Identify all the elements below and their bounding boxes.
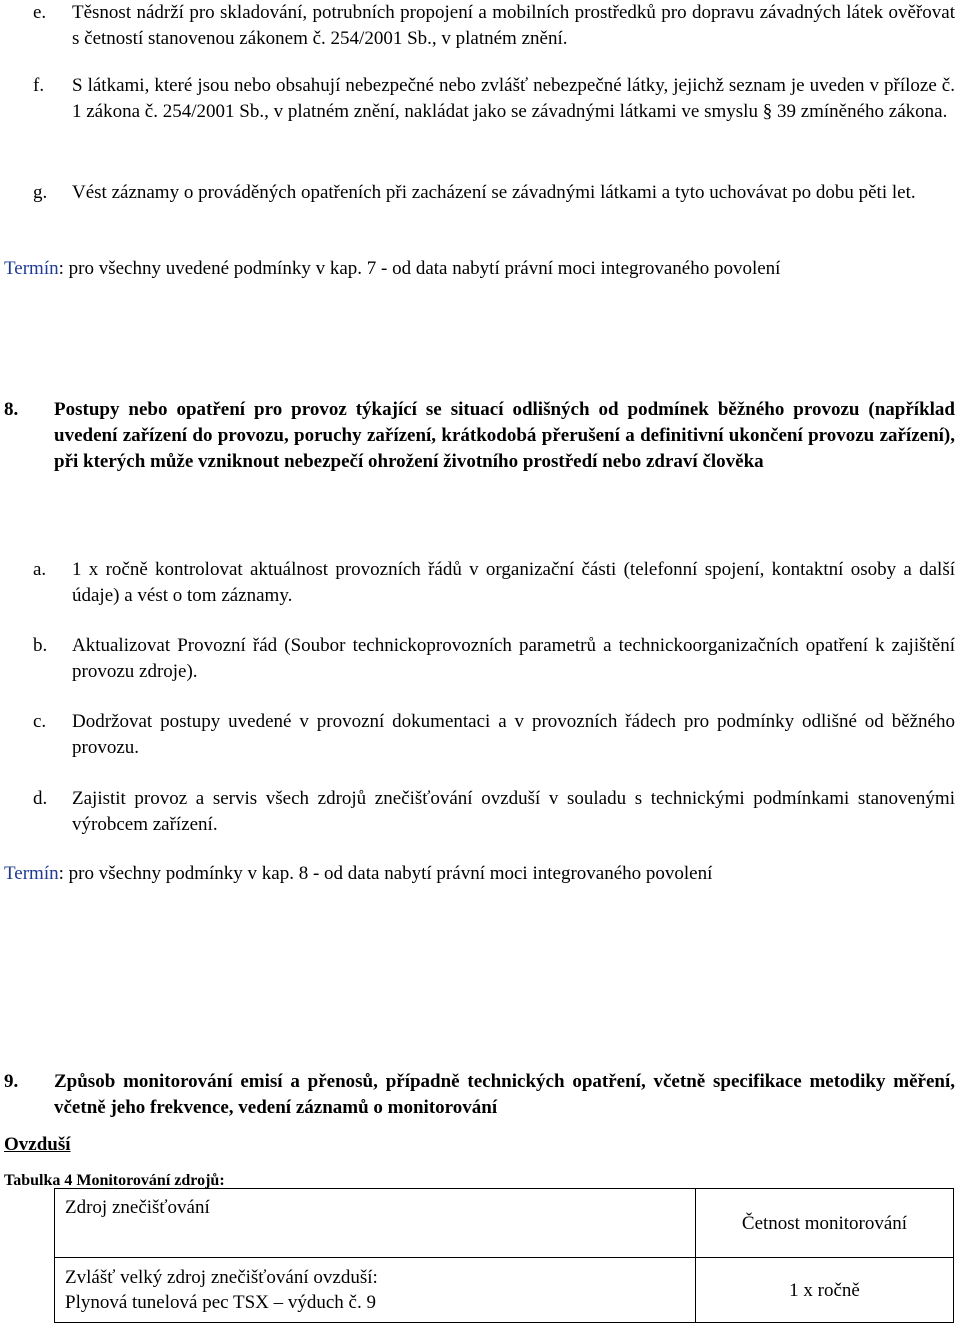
item-text: 1 x ročně kontrolovat aktuálnost provozních řádů v organizační části (telefonní spojení, kontaktní osoby a další údaje) a vést o tom záznamy.	[72, 559, 955, 606]
source-line-2: Plynová tunelová pec TSX – výduch č. 9	[65, 1292, 376, 1313]
section-number: 9.	[4, 1071, 19, 1092]
item-text: Těsnost nádrží pro skladování, potrubních propojení a mobilních prostředků pro dopravu závadných látek ověřovat s četností stanovenou zákonem č. 254/2001 Sb., v platném znění.	[72, 2, 955, 49]
list-item-e	[33, 0, 955, 52]
subheading-ovzdusi: Ovzduší	[4, 1134, 71, 1155]
item-marker: a.	[33, 559, 47, 580]
item-marker: b.	[33, 635, 48, 656]
table-cell-source	[55, 1258, 696, 1323]
item-text: Vést záznamy o prováděných opatřeních při zacházení se závadnými látkami a tyto uchovávat po dobu pěti let.	[72, 182, 916, 203]
list-item-b	[33, 633, 955, 685]
item-marker: d.	[33, 788, 48, 809]
termin-line	[4, 256, 954, 282]
item-marker: e.	[33, 2, 47, 23]
list-item-c	[33, 709, 955, 761]
table-caption: Tabulka 4 Monitorování zdrojů:	[4, 1172, 225, 1189]
list-item-f	[33, 73, 955, 125]
section-title: Způsob monitorování emisí a přenosů, případně technických opatření, včetně specifikace metodiky měření, včetně jeho frekvence, vedení záznamů o monitorování	[54, 1071, 955, 1118]
table-header-row	[55, 1189, 954, 1258]
source-line-1: Zvlášť velký zdroj znečišťování ovzduší:	[65, 1267, 378, 1288]
termin-text: : pro všechny uvedené podmínky v kap. 7 - od data nabytí právní moci integrovaného povolení	[58, 258, 781, 279]
item-text: Aktualizovat Provozní řád (Soubor technickoprovozních parametrů a technickoorganizačních opatření k zajištění provozu zdroje).	[72, 635, 955, 682]
item-marker: g.	[33, 182, 48, 203]
item-text: Dodržovat postupy uvedené v provozní dokumentaci a v provozních řádech pro podmínky odlišné od běžného provozu.	[72, 711, 955, 758]
section-8-heading	[4, 397, 955, 475]
termin-line	[4, 861, 954, 887]
item-text: Zajistit provoz a servis všech zdrojů znečišťování ovzduší v souladu s technickými podmínkami stanovenými výrobcem zařízení.	[72, 788, 955, 835]
item-marker: c.	[33, 711, 47, 732]
list-item-a	[33, 557, 955, 609]
termin-text: : pro všechny podmínky v kap. 8 - od data nabytí právní moci integrovaného povolení	[58, 863, 713, 884]
section-9-heading	[4, 1069, 955, 1121]
table-row	[55, 1258, 954, 1323]
section-number: 8.	[4, 399, 19, 420]
table-header-source: Zdroj znečišťování	[55, 1189, 696, 1258]
monitoring-table	[54, 1188, 954, 1323]
table-cell-frequency: 1 x ročně	[696, 1258, 954, 1323]
table-header-frequency: Četnost monitorování	[696, 1189, 954, 1258]
termin-label: Termín	[4, 863, 59, 884]
item-text: S látkami, které jsou nebo obsahují nebezpečné nebo zvlášť nebezpečné látky, jejichž seznam je uveden v příloze č. 1 zákona č. 254/2001 Sb., v platném znění, nakládat jako se závadnými látkami ve smyslu § 39 zmíněného zákona.	[72, 75, 955, 122]
list-item-d	[33, 786, 955, 838]
section-title: Postupy nebo opatření pro provoz týkající se situací odlišných od podmínek běžného provozu (například uvedení zařízení do provozu, poruchy zařízení, krátkodobá přerušení a definitivní ukončení provozu zařízení), při kterých může vzniknout nebezpečí ohrožení životního prostředí nebo zdraví člověka	[54, 399, 955, 472]
list-item-g	[33, 180, 955, 206]
item-marker: f.	[33, 75, 45, 96]
termin-label: Termín	[4, 258, 59, 279]
